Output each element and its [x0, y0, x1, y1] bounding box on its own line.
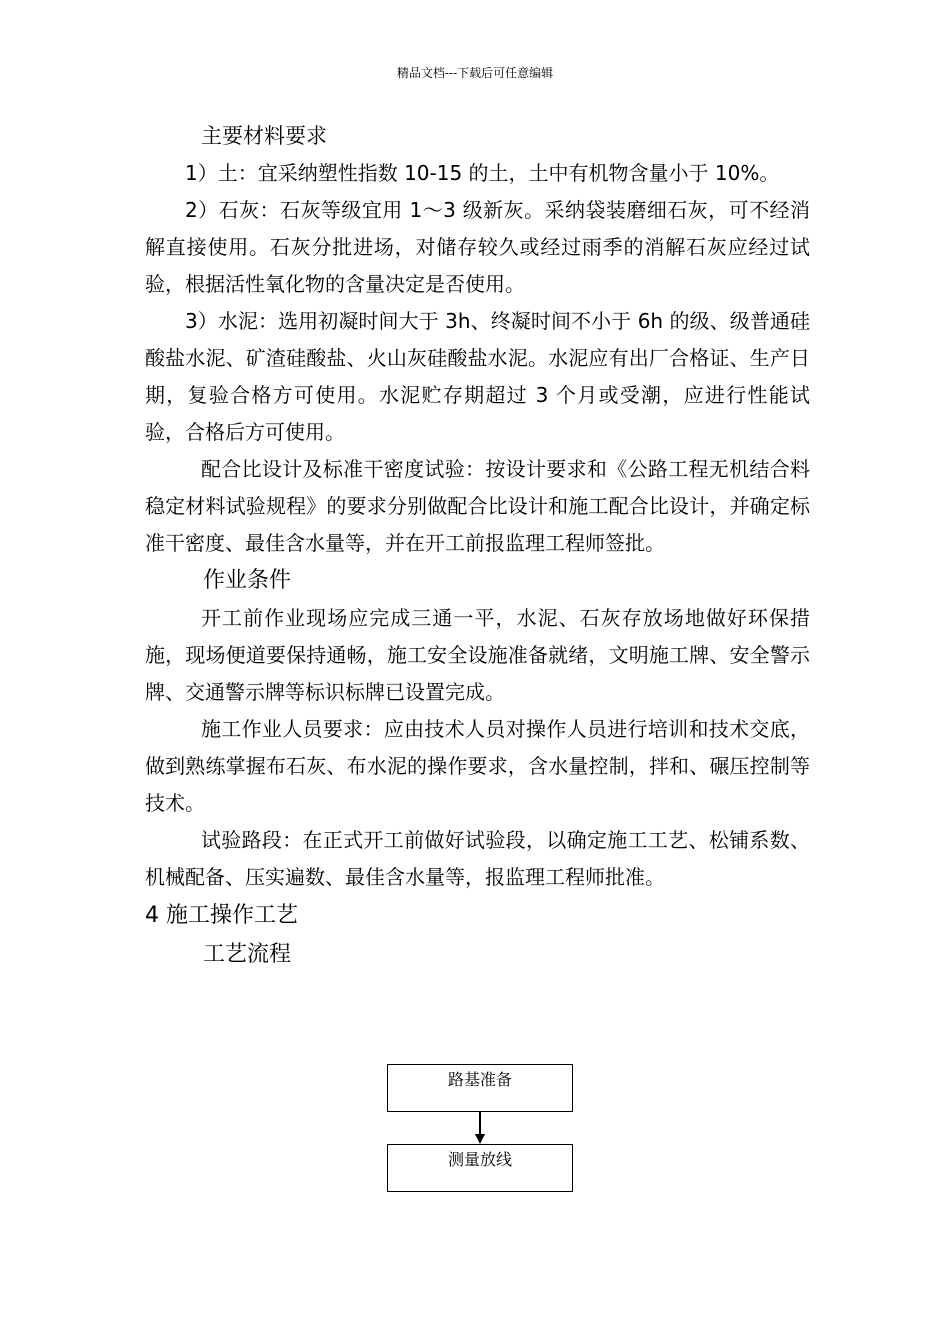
- down-arrow-icon: [475, 1134, 485, 1144]
- materials-title: 主要材料要求: [201, 124, 327, 148]
- chapter-title: 4 施工操作工艺: [145, 903, 298, 928]
- flow-step-survey-layout: 测量放线: [387, 1144, 573, 1192]
- paragraph-mix-design: 配合比设计及标准干密度试验：按设计要求和《公路工程无机结合料稳定材料试验规程》的要求分别做配合比设计和施工配合比设计，并确定标准干密度、最佳含水量等，并在开工前报监理工程师签批。: [145, 457, 810, 555]
- process-flowchart: [387, 1064, 577, 1196]
- conditions-title: 作业条件: [203, 568, 292, 593]
- paragraph-lime: 2）石灰：石灰等级宜用 1～3 级新灰。采纳袋装磨细石灰，可不经消解直接使用。石灰分批进场，对储存较久或经过雨季的消解石灰应经过试验，根据活性氧化物的含量决定是否使用。: [145, 198, 810, 296]
- paragraph-soil: 1）土：宜采纳塑性指数 10-15 的土，土中有机物含量小于 10%。: [185, 161, 780, 185]
- page-header: 精品文档---下载后可任意编辑: [396, 66, 554, 80]
- flow-step-roadbed-prep: 路基准备: [387, 1064, 573, 1112]
- flow-connector-line: [479, 1112, 481, 1136]
- paragraph-site-prep: 开工前作业现场应完成三通一平，水泥、石灰存放场地做好环保措施，现场便道要保持通畅，施工安全设施准备就绪，文明施工牌、安全警示牌、交通警示牌等标识标牌已设置完成。: [145, 606, 810, 704]
- process-title: 工艺流程: [203, 942, 292, 967]
- paragraph-cement: 3）水泥：选用初凝时间大于 3h、终凝时间不小于 6h 的级、级普通硅酸盐水泥、矿渣硅酸盐、火山灰硅酸盐水泥。水泥应有出厂合格证、生产日期，复验合格方可使用。水泥贮存期超过 3 个月或受潮，应进行性能试验，合格后方可使用。: [145, 309, 810, 444]
- paragraph-trial-section: 试验路段：在正式开工前做好试验段，以确定施工工艺、松铺系数、机械配备、压实遍数、最佳含水量等，报监理工程师批准。: [145, 828, 810, 889]
- document-body: [145, 118, 810, 974]
- paragraph-personnel: 施工作业人员要求：应由技术人员对操作人员进行培训和技术交底，做到熟练掌握布石灰、布水泥的操作要求，含水量控制，拌和、碾压控制等技术。: [145, 717, 810, 815]
